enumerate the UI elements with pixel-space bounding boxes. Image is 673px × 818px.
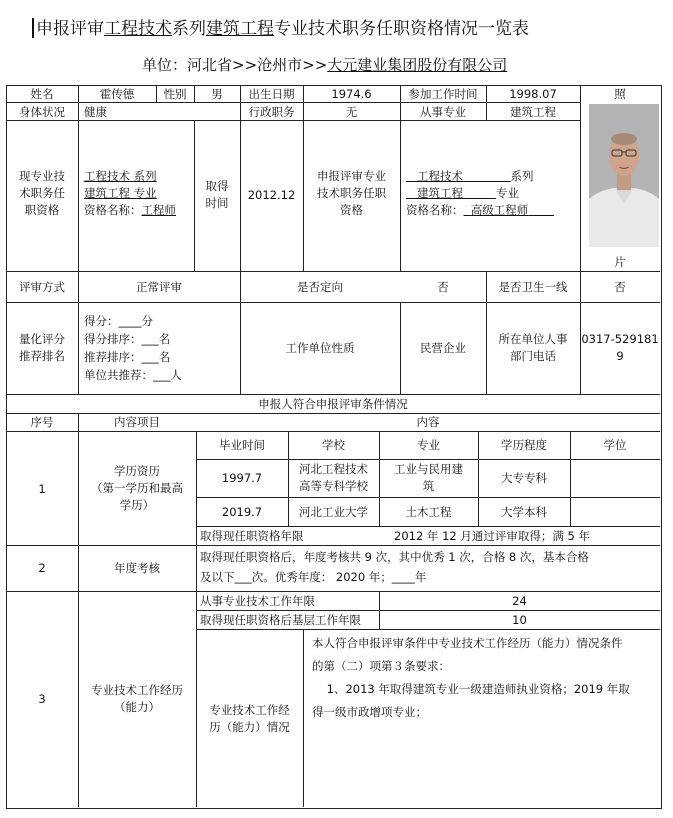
method-value: 正常评审 — [136, 280, 182, 294]
rank-label-line: 量化评分 — [19, 332, 65, 346]
frontline-label: 是否卫生一线 — [498, 280, 568, 294]
page-title — [32, 14, 529, 39]
edu-row1-level: 大专专科 — [501, 471, 547, 485]
apply-series-label: 系列 — [510, 169, 534, 183]
photo-label-bottom: 片 — [614, 255, 626, 269]
cond-no-header: 序号 — [30, 415, 54, 429]
cond-content-header: 内容 — [416, 415, 440, 429]
annual-no: 2 — [38, 561, 46, 575]
hline — [196, 497, 660, 498]
exp-detail-line: 本人符合申报评审条件中专业技术工作经历（能力）情况条件 — [312, 636, 623, 650]
score-line: 得分：____分 — [84, 314, 153, 328]
sex-label: 性别 — [163, 87, 187, 101]
recommend-total-line: 单位共推荐：___人 — [84, 368, 182, 382]
qual-limit-text: 2012 年 12 月通过评审取得；满 5 年 — [394, 529, 590, 543]
exp-detail-line: 得一级市政增项专业； — [312, 705, 427, 719]
exp-label — [78, 682, 196, 716]
score-rank-line: 得分排序：___名 — [84, 332, 171, 346]
exp-years-label: 从事专业技术工作年限 — [200, 594, 315, 608]
obtain-date: 2012.12 — [247, 188, 296, 202]
qual-limit-label: 取得现任职资格年限 — [200, 529, 304, 543]
directed-label: 是否定向 — [297, 280, 343, 294]
exp-detail-line: 的第（二）项第３条要求： — [312, 659, 450, 673]
title-specialty: 建筑工程 — [206, 19, 274, 39]
frontline-value: 否 — [614, 280, 626, 294]
birth-value: 1974.6 — [331, 87, 372, 101]
current-spec-value: 建筑工程 — [510, 105, 556, 119]
hr-label-line: 所在单位人事 — [498, 332, 568, 346]
edu-no: 1 — [38, 482, 46, 496]
hline — [6, 120, 580, 121]
hr-label-line: 部门电话 — [510, 349, 556, 363]
hline — [6, 394, 660, 395]
edu-header-school: 学校 — [322, 438, 345, 452]
score-detail — [84, 312, 182, 384]
exp-detail-label-line: 专业技术工作经 — [209, 703, 290, 717]
hline — [6, 545, 660, 546]
edu-row1-major — [379, 461, 478, 495]
edu-row2-school: 河北工业大学 — [299, 505, 368, 519]
edu-row1-school — [288, 461, 379, 495]
cur-qual-name-label: 资格名称： — [84, 203, 142, 217]
apply-spec-label: 专业 — [495, 186, 519, 200]
recommend-rank-line: 推荐排序：___名 — [84, 350, 171, 364]
work-start-value: 1998.07 — [509, 87, 557, 101]
cond-item-header: 内容项目 — [114, 415, 160, 429]
health-label: 身体状况 — [19, 105, 65, 119]
edu-header-time: 毕业时间 — [219, 438, 265, 452]
hline — [6, 591, 660, 592]
annual-line2: 及以下___次。优秀年度： 2020 年；____年 — [200, 570, 427, 584]
edu-row1-school-line: 高等专科学校 — [299, 479, 368, 493]
unit-line — [142, 54, 507, 75]
hline — [196, 526, 660, 527]
cur-qual-label-line: 术职务任 — [19, 186, 65, 200]
apply-spec: 建筑工程 — [416, 186, 463, 200]
apply-qual-detail — [406, 168, 554, 219]
apply-qual-label-line: 技术职务任职 — [317, 186, 386, 200]
name-value: 霍传德 — [99, 87, 135, 101]
cur-qual-label-line: 现专业技 — [19, 169, 65, 183]
cur-qual-label-line: 职资格 — [24, 203, 60, 217]
rank-label-line: 推荐排名 — [19, 349, 65, 363]
exp-detail-label — [196, 702, 303, 736]
vline — [303, 629, 304, 807]
annual-label: 年度考核 — [114, 561, 160, 575]
exp-detail-line: 1、2013 年取得建筑专业一级建造师执业资格；2019 年取 — [312, 682, 630, 696]
edu-header-level: 学历程度 — [501, 438, 547, 452]
method-label: 评审方式 — [19, 280, 65, 294]
sex-value: 男 — [211, 87, 223, 101]
vline — [580, 85, 581, 271]
applicant-photo — [589, 104, 659, 247]
unit-name: 大元建业集团股份有限公司 — [327, 56, 508, 74]
hline — [6, 271, 660, 272]
directed-value: 否 — [437, 280, 449, 294]
section-title: 申报人符合申报评审条件情况 — [258, 397, 408, 411]
hline — [196, 459, 660, 460]
edu-label-line: 学历） — [119, 498, 155, 512]
apply-series: 工程技术 — [416, 169, 463, 183]
nature-value: 民营企业 — [420, 341, 466, 355]
exp-base-label: 取得现任职资格后基层工作年限 — [200, 613, 361, 627]
rank-label — [6, 331, 78, 365]
cur-qual-name: 工程师 — [141, 203, 176, 217]
apply-qual-label-line: 申报评审专业 — [317, 169, 386, 183]
exp-no: 3 — [38, 692, 46, 706]
obtain-label-line: 时间 — [205, 196, 229, 210]
hline — [6, 302, 660, 303]
edu-header-degree: 学位 — [603, 438, 627, 452]
edu-label-line: 学历资历 — [114, 464, 160, 478]
name-label: 姓名 — [30, 87, 54, 101]
edu-row1-major-line: 筑 — [422, 479, 435, 493]
work-start-label: 参加工作时间 — [408, 87, 478, 101]
cur-qual-detail — [84, 168, 176, 219]
exp-detail-text — [312, 632, 630, 724]
post-label: 行政职务 — [248, 105, 295, 119]
nature-label: 工作单位性质 — [285, 341, 355, 355]
cur-qual-series: 工程技术 系列 — [84, 169, 157, 183]
health-value: 健康 — [84, 105, 107, 119]
cur-qual-spec: 建筑工程 专业 — [84, 186, 157, 200]
exp-label-line: 专业技术工作经历 — [91, 683, 183, 697]
current-spec-label: 从事专业 — [420, 105, 466, 119]
hline — [196, 629, 660, 630]
edu-label-line: （第一学历和最高 — [91, 481, 183, 495]
post-value: 无 — [345, 105, 358, 119]
exp-years-value: 24 — [512, 594, 527, 608]
hr-phone-line: 0317-529181 — [581, 332, 659, 346]
hr-phone — [580, 331, 660, 365]
apply-qual-name: 高级工程师 — [470, 203, 529, 217]
apply-qual-label — [303, 168, 400, 219]
exp-label-line: （能力） — [114, 700, 160, 714]
edu-row2-major: 土木工程 — [405, 505, 452, 519]
title-prefix: 申报评审 — [36, 19, 104, 39]
title-bar — [32, 18, 34, 38]
hr-phone-line: 9 — [616, 349, 624, 363]
vline — [196, 431, 197, 807]
annual-line1: 取得现任职资格后，年度考核共 9 次，其中优秀 1 次，合格 8 次，基本合格 — [200, 550, 589, 564]
title-series: 工程技术 — [104, 19, 172, 39]
hline — [6, 431, 660, 432]
edu-row2-level: 大学本科 — [501, 505, 547, 519]
photo-label-top: 照 — [614, 87, 626, 101]
edu-row1-school-line: 河北工程技术 — [299, 462, 368, 476]
hline — [6, 102, 580, 103]
birth-label: 出生日期 — [248, 87, 295, 101]
title-suffix: 专业技术职务任职资格情况一览表 — [274, 19, 529, 39]
cur-qual-label — [6, 168, 78, 219]
obtain-label — [194, 178, 240, 212]
edu-row2-time: 2019.7 — [221, 505, 263, 519]
vline — [78, 85, 79, 394]
apply-qual-name-label: 资格名称： — [406, 203, 464, 217]
unit-label: 单位：河北省>>沧州市>> — [142, 56, 328, 74]
exp-detail-label-line: 历（能力）情况 — [209, 720, 290, 734]
title-series-label: 系列 — [172, 19, 206, 39]
hline — [196, 610, 660, 611]
obtain-label-line: 取得 — [205, 179, 229, 193]
exp-base-value: 10 — [512, 613, 527, 627]
hr-label — [486, 331, 580, 365]
apply-qual-label-line: 资格 — [340, 203, 363, 217]
edu-header-major: 专业 — [417, 438, 440, 452]
edu-label — [78, 463, 196, 514]
edu-row1-time: 1997.7 — [221, 471, 263, 485]
edu-row1-major-line: 工业与民用建 — [394, 462, 463, 476]
